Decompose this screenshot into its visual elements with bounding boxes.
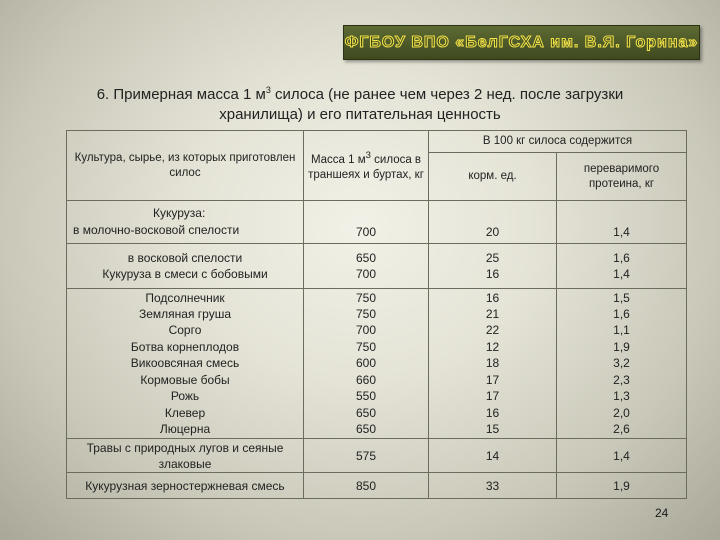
group-mass [304, 289, 429, 439]
value: 17 [485, 389, 500, 404]
value: 1,4 [613, 267, 630, 281]
row-name-main: в восковой спелости [127, 250, 243, 265]
value: 15 [485, 421, 500, 436]
row-name: Ботва корнеплодов [130, 339, 240, 354]
row-name: Земляная груша [138, 307, 232, 322]
cell-mass: 700 [304, 201, 429, 244]
value: 1,6 [613, 250, 630, 265]
cell-mass [304, 244, 429, 289]
value: 22 [485, 323, 500, 338]
row-name: Рожь [170, 389, 200, 404]
table-row [67, 244, 687, 289]
value: 2,0 [613, 405, 630, 420]
value: 1,1 [613, 323, 630, 338]
cell-protein: 1,9 [557, 473, 687, 499]
value: 21 [485, 307, 500, 322]
header-culture: Культура, сырье, из которых приготовлен силос [67, 131, 304, 201]
header-row [67, 131, 687, 153]
value: 17 [485, 372, 500, 387]
cell-protein: 1,4 [557, 201, 687, 244]
title-part: силоса (не ранее чем через 2 нед. после загрузки [270, 86, 624, 103]
row-name-main: в молочно-восковой спелости [73, 223, 240, 237]
institution-name: ФГБОУ ВПО «БелГСХА им. В.Я. Горина» [344, 33, 699, 51]
table-row [67, 473, 687, 499]
row-name: Кукурузная зерностержневая смесь [67, 473, 304, 499]
row-name-main: Кукуруза в смеси с бобовыми [102, 267, 268, 281]
value: 12 [485, 339, 500, 354]
value: 650 [355, 421, 377, 436]
row-name [67, 244, 304, 289]
header-protein: переваримого протеина, кг [557, 153, 687, 201]
row-name-top: Кукуруза: [153, 206, 206, 220]
row-name: Викоовсяная смесь [130, 356, 240, 371]
value: 1,6 [613, 307, 630, 322]
value: 700 [355, 267, 377, 281]
row-name [67, 201, 304, 244]
value: 550 [355, 389, 377, 404]
value: 2,3 [613, 372, 630, 387]
header-mass-part: Масса 1 м [310, 153, 366, 166]
value: 650 [355, 250, 377, 265]
value: 3,2 [613, 356, 630, 371]
table-row-group [67, 289, 687, 439]
row-name: Люцерна [159, 421, 211, 436]
page-title [40, 80, 680, 125]
value: 660 [355, 372, 377, 387]
row-name: Кормовые бобы [140, 372, 230, 387]
header-mass-part: силоса в траншеях и буртах, кг [308, 153, 424, 181]
title-sup: 3 [265, 85, 271, 95]
value: 16 [485, 267, 500, 281]
value: 750 [355, 290, 377, 305]
header-mass-sup: 3 [365, 150, 371, 162]
title-line2: хранилища) и его питательная ценность [219, 106, 501, 123]
cell-mass: 850 [304, 473, 429, 499]
value: 750 [355, 307, 377, 322]
value: 1,9 [613, 339, 630, 354]
header-feed-units: корм. ед. [429, 153, 557, 201]
value: 18 [485, 356, 500, 371]
value: 25 [485, 250, 500, 265]
group-names [67, 289, 304, 439]
header-group: В 100 кг силоса содержится [429, 131, 687, 153]
cell-feed: 33 [429, 473, 557, 499]
cell-feed [429, 244, 557, 289]
page-number: 24 [655, 506, 669, 520]
value: 1,3 [613, 389, 630, 404]
row-name: Подсолнечник [145, 290, 225, 305]
cell-feed: 20 [429, 201, 557, 244]
value: 700 [355, 323, 377, 338]
header-mass [304, 131, 429, 201]
value: 1,5 [613, 290, 630, 305]
value: 600 [355, 356, 377, 371]
row-name: Сорго [168, 323, 202, 338]
table-row [67, 201, 687, 244]
value: 16 [485, 290, 500, 305]
table-row [67, 439, 687, 473]
group-protein [557, 289, 687, 439]
cell-feed: 14 [429, 439, 557, 473]
cell-mass: 575 [304, 439, 429, 473]
value: 16 [485, 405, 500, 420]
value: 2,6 [613, 421, 630, 436]
row-name: Травы с природных лугов и сеяные злаковые [67, 439, 304, 473]
silage-table [66, 130, 687, 499]
cell-protein: 1,4 [557, 439, 687, 473]
row-name: Клевер [164, 405, 206, 420]
value: 750 [355, 339, 377, 354]
institution-banner [343, 25, 700, 60]
value: 650 [355, 405, 377, 420]
cell-protein [557, 244, 687, 289]
group-feed [429, 289, 557, 439]
title-part: 6. Примерная масса 1 м [96, 86, 266, 103]
